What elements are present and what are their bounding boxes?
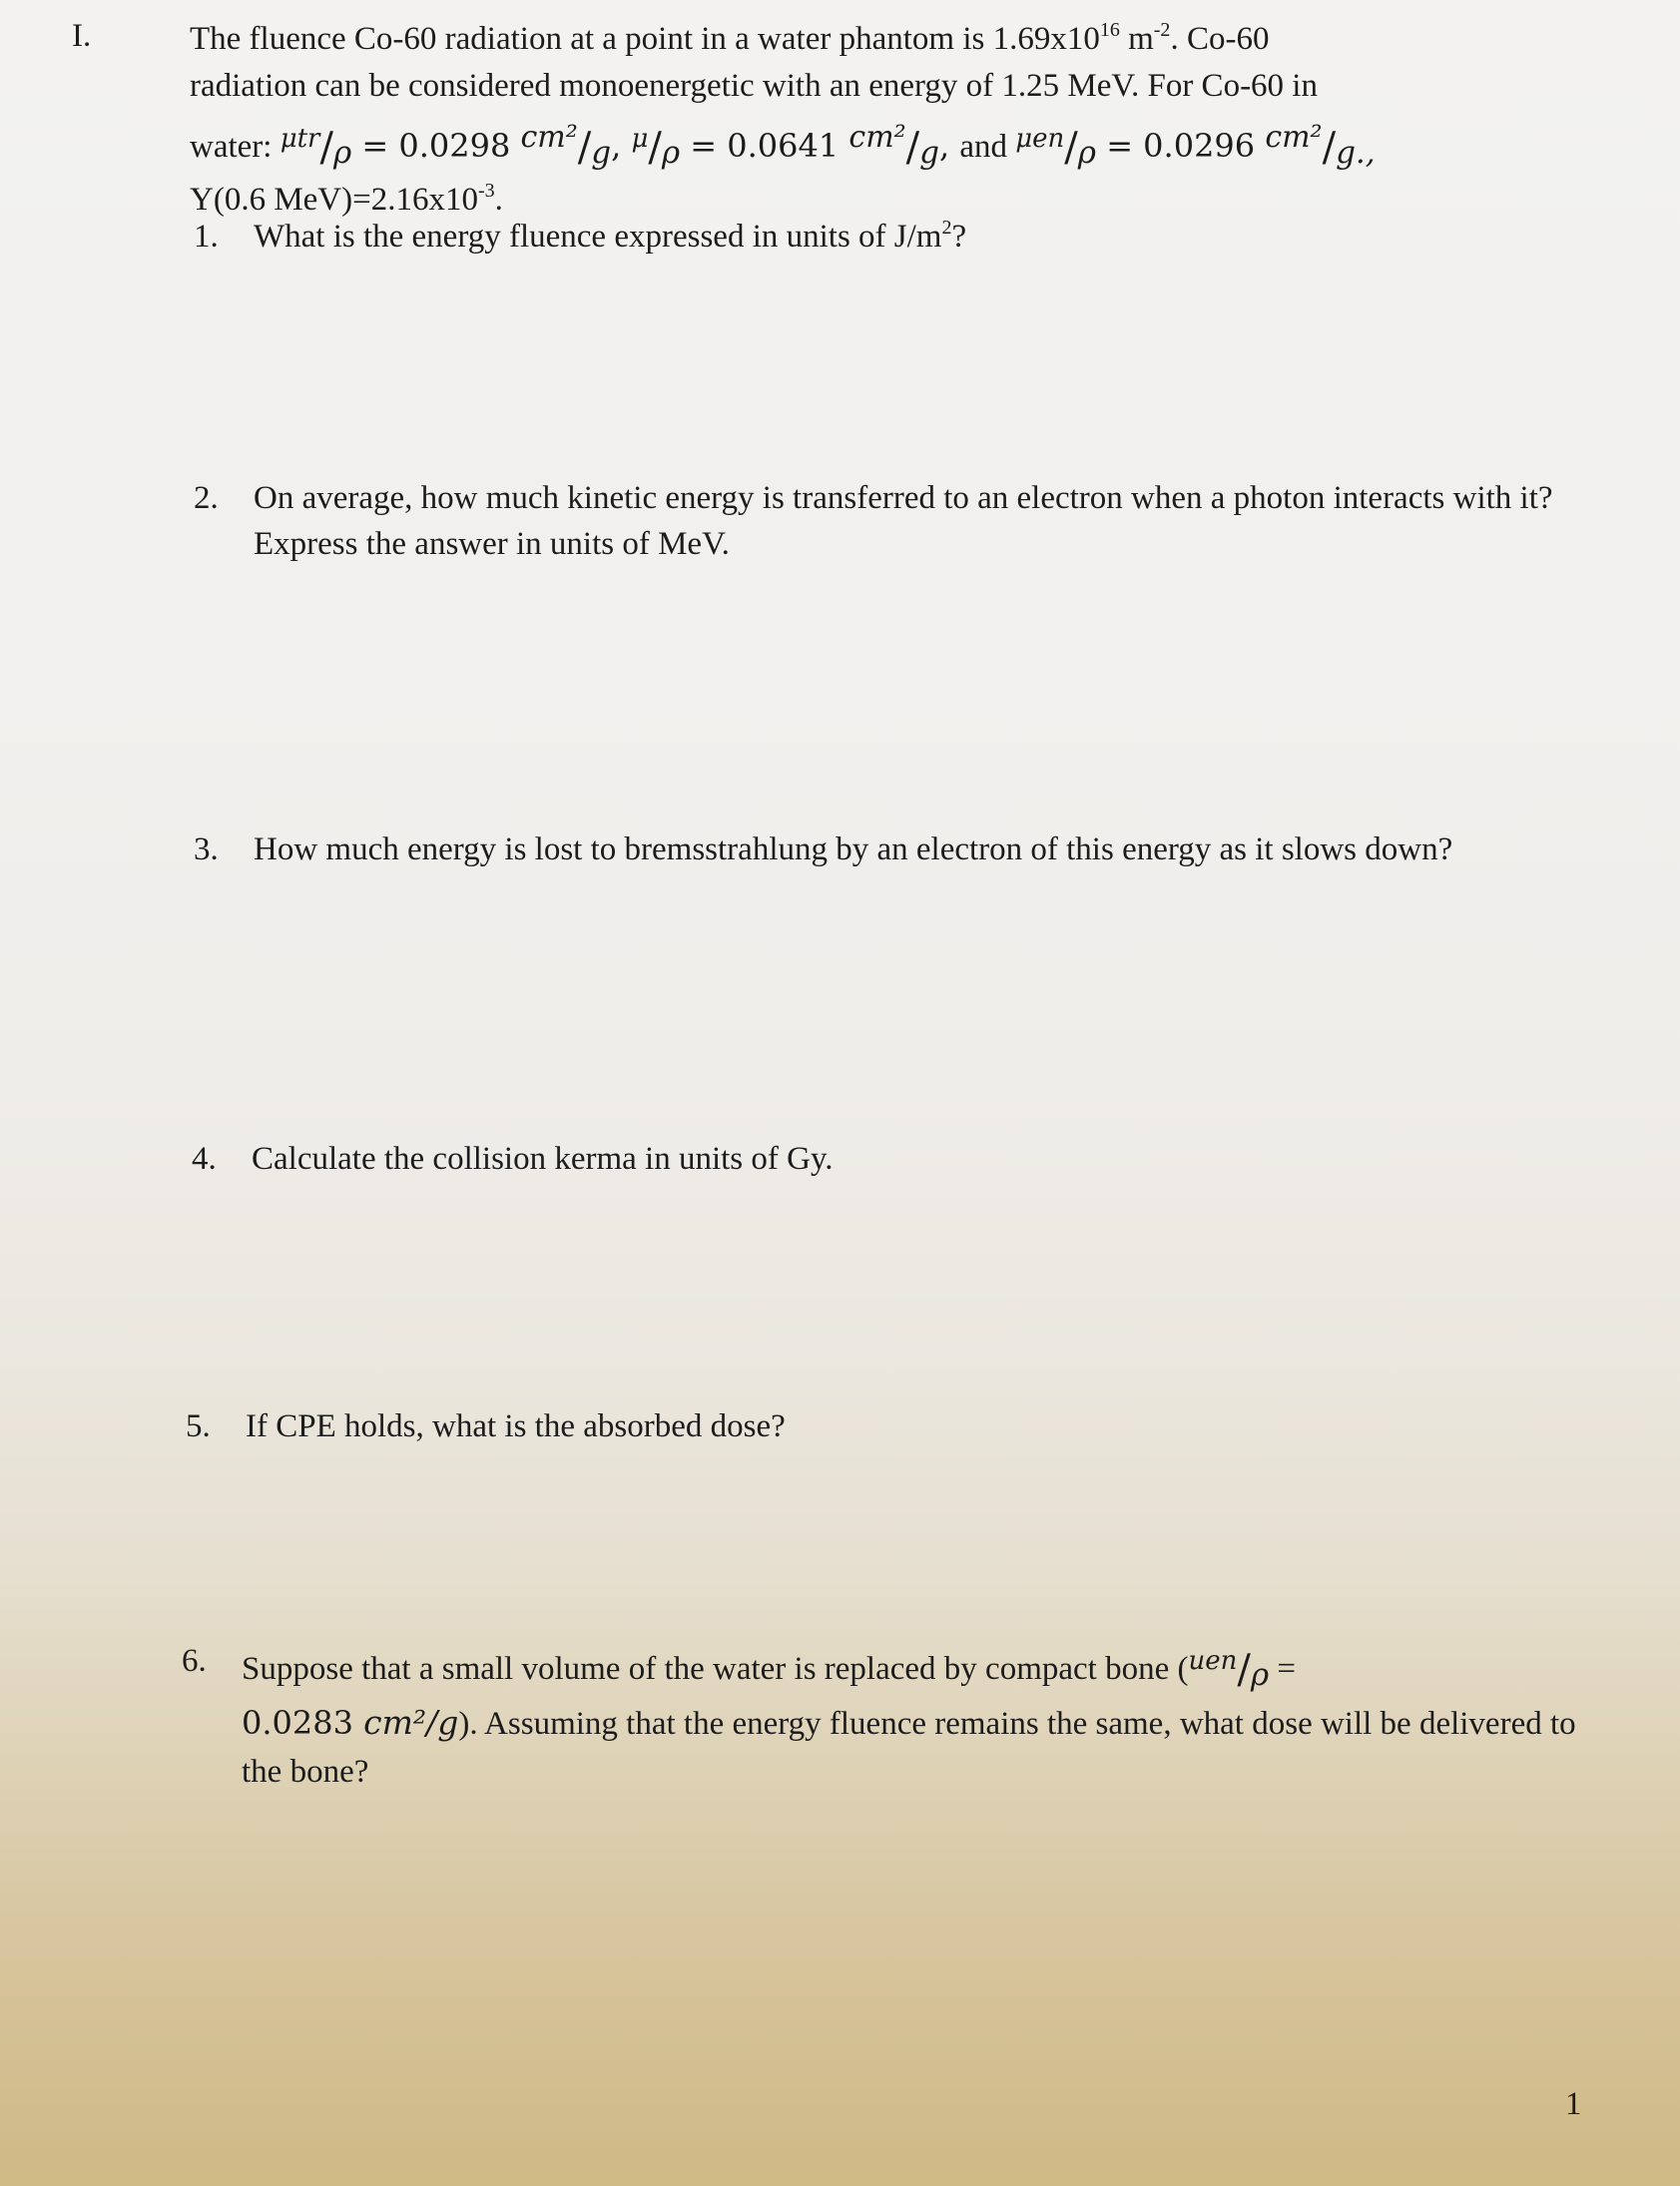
question-number: 6. (182, 1643, 207, 1679)
question-number: 5. (186, 1408, 211, 1444)
question-number: 3. (194, 831, 219, 867)
section-number: I. (72, 18, 92, 54)
page-number: 1 (1565, 2086, 1582, 2122)
question-number: 1. (194, 219, 219, 255)
question-text: What is the energy fluence expressed in units of $J/m^2$? (254, 217, 967, 255)
question-number: 2. (194, 480, 219, 516)
question-text: How much energy is lost to bremsstrahlung by an electron of this energy as it slows down? (254, 831, 1453, 867)
intro-line-2: radiation can be considered monoenergetic with an energy of 1.25 MeV. For Co-60 in (190, 68, 1318, 104)
intro-line-1: The fluence Co-60 radiation at a point in a water phantom is $1.69x10^{16}$ $m^{-2}$. Co-60 (190, 19, 1270, 57)
intro-line-4: Y(0.6 $MeV)=2.16x10^{-3}$. (190, 180, 503, 218)
question-text: Suppose that a small volume of the water is replaced by compact bone ($^{uen}$/ρ = 0.0283 cm²/g). Assuming that the energy fluence remains the same, what dose will be delivered to the bone? (242, 1646, 1576, 1790)
intro-line-3: water: $^{\mu tr}$/ρ = 0.0298 cm²/g, $^\mu$/ρ = 0.0641 cm²/g, and $^{\mu en}$/ρ = 0.0296 cm²/g., (190, 120, 1376, 171)
question-text: If CPE holds, what is the absorbed dose? (246, 1408, 786, 1444)
problem-intro (190, 16, 1607, 224)
question-text: Calculate the collision kerma in units of Gy. (252, 1141, 834, 1177)
question-text: On average, how much kinetic energy is transferred to an electron when a photon interacts with it? Express the answer in units of MeV. (254, 480, 1553, 562)
question-number: 4. (192, 1141, 217, 1177)
